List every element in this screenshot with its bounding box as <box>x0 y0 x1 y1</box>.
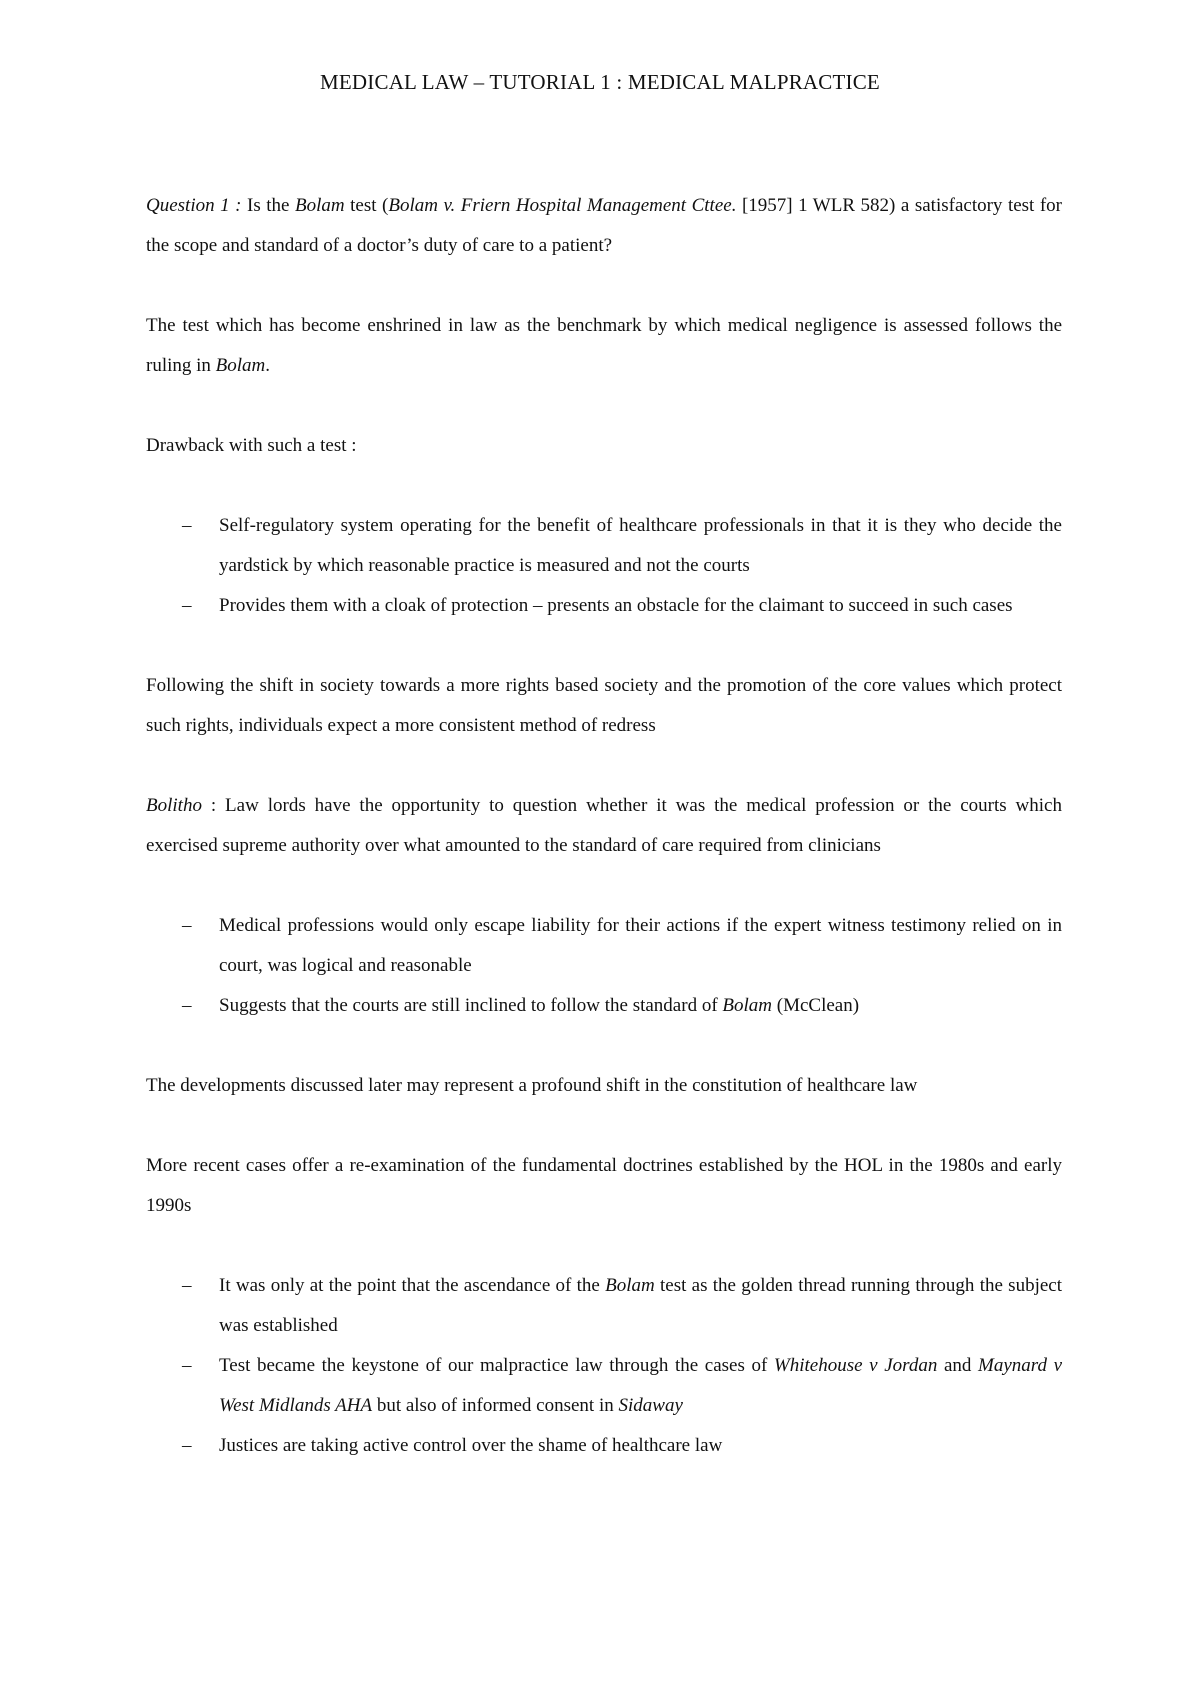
paragraph-bolitho <box>146 786 1062 866</box>
list-item-text: Self-regulatory system operating for the benefit of healthcare professionals in that it is they who decide the yardstick by which reasonable practice is measured and not the courts <box>219 515 1062 576</box>
paragraph-developments: The developments discussed later may represent a profound shift in the constitution of healthcare law <box>146 1075 918 1096</box>
list-item-text: Test became the keystone of our malpractice law through the cases of <box>219 1355 774 1376</box>
list-item-text: Medical professions would only escape liability for their actions if the expert witness testimony relied on in court, was logical and reasonable <box>219 915 1062 976</box>
case-ref-bolam: Bolam <box>722 995 773 1016</box>
question-label: Question 1 : <box>146 195 242 216</box>
document-title: MEDICAL LAW – TUTORIAL 1 : MEDICAL MALPRACTICE <box>320 70 880 94</box>
dash-bullet: – <box>182 995 192 1016</box>
dash-bullet: – <box>182 515 192 536</box>
dash-bullet: – <box>182 1355 192 1376</box>
list-item <box>146 986 1062 1026</box>
list-item-text: Provides them with a cloak of protection – presents an obstacle for the claimant to succeed in such cases <box>219 595 1013 616</box>
paragraph-recent-cases: More recent cases offer a re-examination of the fundamental doctrines established by the HOL in the 1980s and early 1990s <box>146 1155 1062 1216</box>
case-ref-sidaway: Sidaway <box>618 1395 683 1416</box>
question-text: test ( <box>344 195 389 216</box>
paragraph-text: . <box>265 355 271 376</box>
case-ref-whitehouse: Whitehouse v Jordan <box>773 1355 938 1376</box>
list-item <box>146 1426 1062 1466</box>
document-body <box>146 186 1062 1466</box>
question-text: Is the <box>241 195 295 216</box>
case-ref-bolam: Bolam <box>605 1275 655 1296</box>
list-item-text: It was only at the point that the ascendance of the <box>219 1275 606 1296</box>
case-citation: Bolam v. Friern Hospital Management Cttee. <box>388 195 737 216</box>
paragraph-text: : Law lords have the opportunity to question whether it was the medical profession or the courts which exercised supreme authority over what amounted to the standard of care required from clinicians <box>146 795 1062 856</box>
drawback-heading: Drawback with such a test : <box>146 435 357 456</box>
question-paragraph <box>146 186 1062 266</box>
list-item-text: but also of informed consent in <box>372 1395 619 1416</box>
list-item-text: test as the golden thread running through the subject was established <box>219 1275 1062 1336</box>
list-item <box>146 586 1062 626</box>
list-item <box>146 1346 1062 1426</box>
paragraph-bolam-benchmark <box>146 306 1062 386</box>
dash-bullet: – <box>182 1435 192 1456</box>
bolitho-points-list <box>146 906 1062 1026</box>
list-item <box>146 506 1062 586</box>
case-ref-bolitho: Bolitho <box>146 795 202 816</box>
dash-bullet: – <box>182 1275 192 1296</box>
drawback-list <box>146 506 1062 626</box>
list-item-text: Justices are taking active control over the shame of healthcare law <box>219 1435 723 1456</box>
dash-bullet: – <box>182 915 192 936</box>
list-item-text: and <box>937 1355 979 1376</box>
list-item <box>146 1266 1062 1346</box>
paragraph-rights-society: Following the shift in society towards a more rights based society and the promotion of the core values which protect such rights, individuals expect a more consistent method of redress <box>146 675 1062 736</box>
list-item-text: Suggests that the courts are still inclined to follow the standard of <box>219 995 723 1016</box>
recent-points-list <box>146 1266 1062 1466</box>
dash-bullet: – <box>182 595 192 616</box>
list-item <box>146 906 1062 986</box>
case-ref-maynard: Maynard v West Midlands AHA <box>219 1355 1063 1416</box>
case-ref-bolam: Bolam <box>215 355 266 376</box>
list-item-text: (McClean) <box>772 995 860 1016</box>
paragraph-text: The test which has become enshrined in law as the benchmark by which medical negligence is assessed follows the ruling in <box>146 315 1062 376</box>
question-text: [1957] 1 WLR 582) a satisfactory test for the scope and standard of a doctor’s duty of care to a patient? <box>146 195 1063 256</box>
case-ref-bolam: Bolam <box>294 195 345 216</box>
